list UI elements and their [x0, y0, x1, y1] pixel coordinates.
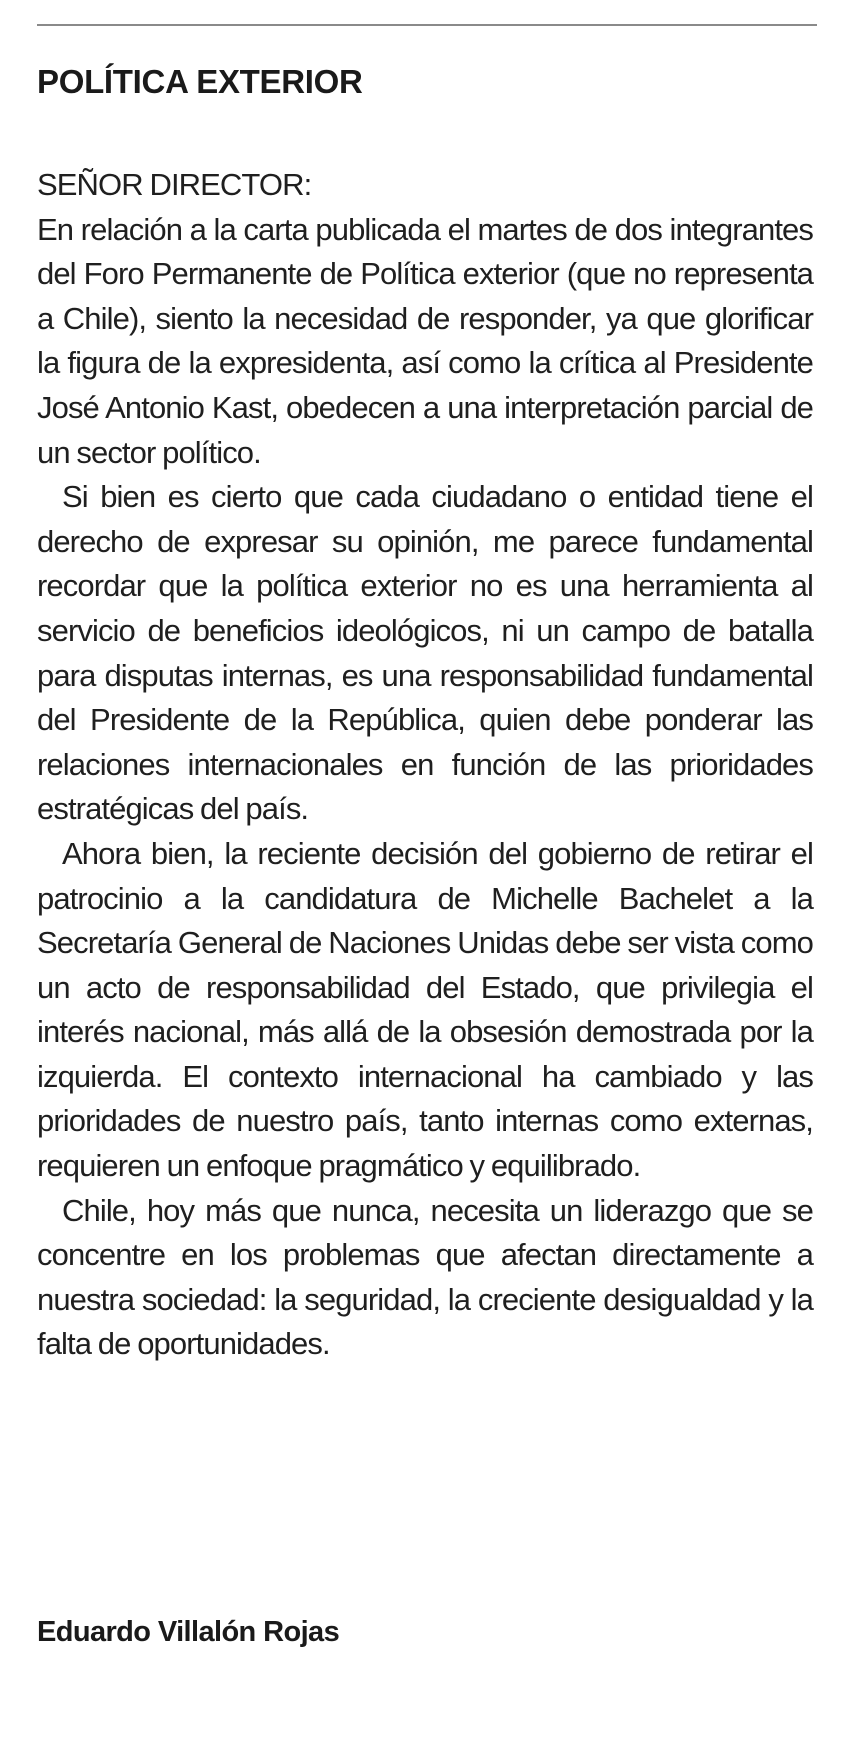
top-divider	[37, 24, 817, 26]
salutation: SEÑOR DIRECTOR:	[37, 167, 312, 202]
paragraph-1: En relación a la carta publicada el martes de dos integrantes del Foro Permanente de Política exterior (que no representa a Chile), siento la necesidad de responder, ya que glorificar la figura de la expresidenta, así como la crítica al Presidente José Antonio Kast, obedecen a una interpretación parcial de un sector político.	[37, 211, 813, 470]
letter-title: POLÍTICA EXTERIOR	[37, 63, 363, 100]
paragraph-4: Chile, hoy más que nunca, necesita un liderazgo que se concentre en los problemas que afectan directamente a nuestra sociedad: la seguridad, la creciente desigualdad y la falta de oportunidades.	[37, 1192, 813, 1362]
author-signature: Eduardo Villalón Rojas	[37, 1616, 340, 1648]
paragraph-2: Si bien es cierto que cada ciudadano o entidad tiene el derecho de expresar su opinión, me parece fundamental recordar que la política exterior no es una herramienta al servicio de beneficios ideológicos, ni un campo de batalla para disputas internas, es una responsabilidad fundamental del Presidente de la República, quien debe ponderar las relaciones internacionales en función de las prioridades estratégicas del país.	[37, 479, 813, 827]
paragraph-3: Ahora bien, la reciente decisión del gobierno de retirar el patrocinio a la candidatura de Michelle Bachelet a la Secretaría General de Naciones Unidas debe ser vista como un acto de responsabilidad del Estado, que privilegia el interés nacional, más allá de la obsesión demostrada por la izquierda. El contexto internacional ha cambiado y las prioridades de nuestro país, tanto internas como externas, requieren un enfoque pragmático y equilibrado.	[37, 835, 813, 1184]
letter-body	[37, 163, 813, 1367]
